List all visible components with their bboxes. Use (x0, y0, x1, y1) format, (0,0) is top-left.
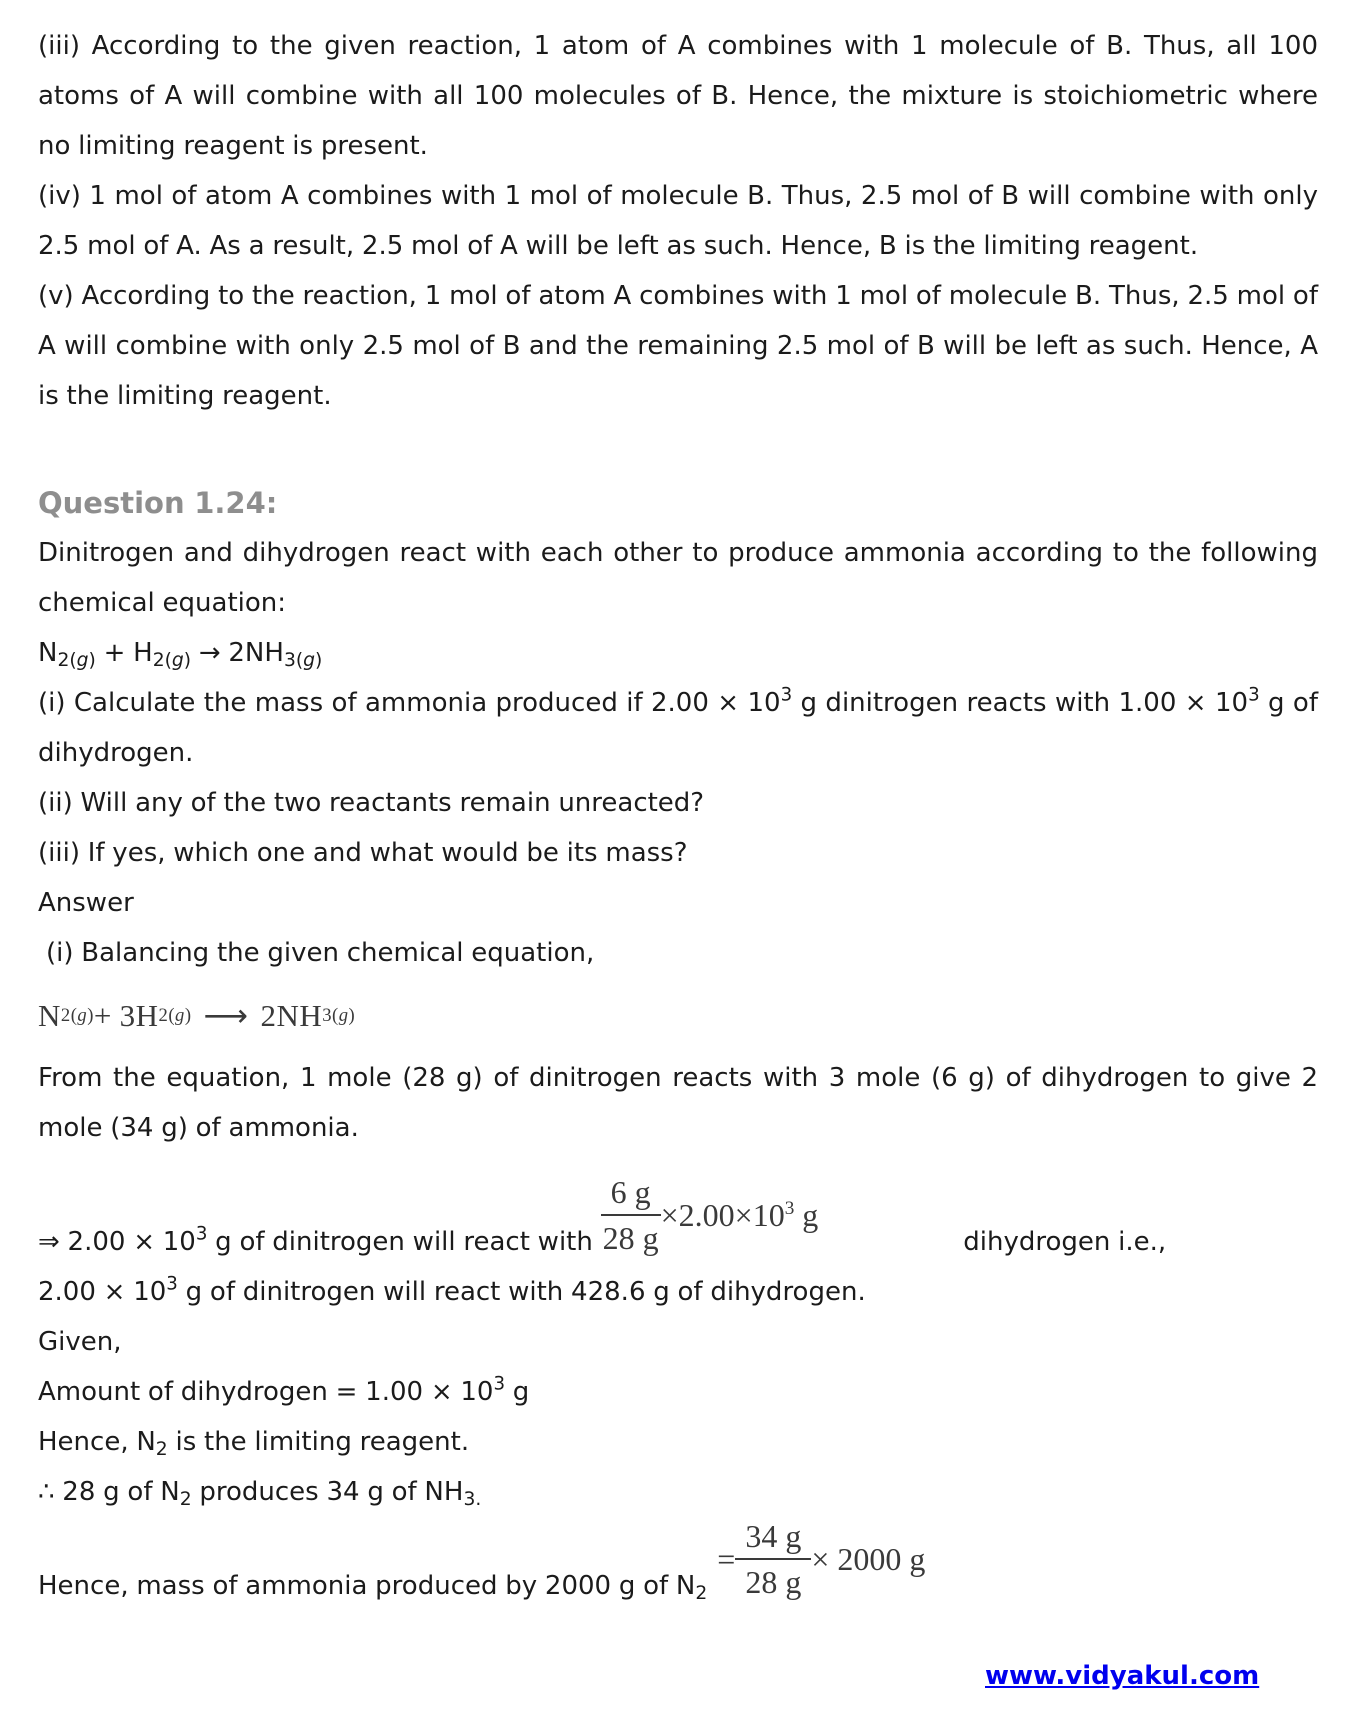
fraction-expression-ammonia (717, 1517, 925, 1602)
limiting-reagent-line: Hence, $N_2$ is the limiting reagent. (38, 1426, 470, 1461)
dinitrogen-reacts-line: $2.00 \times 10^3$ g of dinitrogen will react with 428.6 g of dihydrogen. (38, 1273, 866, 1307)
produces-line: ∴ 28 g of $N_2$ produces 34 g of $NH_{3.}$ (38, 1476, 482, 1511)
ratio-calc-suffix: dihydrogen i.e., (963, 1226, 1167, 1257)
given-label: Given, (38, 1326, 122, 1357)
answer-item-iv: (iv) 1 mol of atom A combines with 1 mol of molecule B. Thus, 2.5 mol of B will combine with only 2.5 mol of A. As a result, 2.5 mol of A will be left as such. Hence, B is the limiting reagent. (38, 181, 1318, 261)
question-part-i: (i) Calculate the mass of ammonia produced if $2.00 \times 10^3$ g dinitrogen reacts with $1.00 \times 10^3$ g of dihydrogen. (38, 684, 1318, 768)
question-part-iii: (iii) If yes, which one and what would be its mass? (38, 838, 688, 868)
question-intro: Dinitrogen and dihydrogen react with each other to produce ammonia according to the following chemical equation: (38, 538, 1318, 618)
fraction-expression-dihydrogen (601, 1173, 819, 1258)
answer-label: Answer (38, 888, 134, 918)
footer-link[interactable]: www.vidyakul.com (985, 1661, 1260, 1691)
equation-balanced: N 2( g ) + 3H 2( g ) ⟶ 2NH 3( g ) (38, 997, 356, 1034)
balancing-step-intro: (i) Balancing the given chemical equation, (46, 938, 595, 968)
question-heading: Question 1.24: (38, 486, 278, 520)
mole-ratio-text: From the equation, 1 mole (28 g) of dinitrogen reacts with 3 mole (6 g) of dihydrogen to give 2 mole (34 g) of ammonia. (38, 1063, 1318, 1143)
fraction2-after: × 2000 g (811, 1540, 926, 1577)
ratio-calculation-line (38, 1173, 1318, 1267)
answer-item-iii: (iii) According to the given reaction, 1 atom of A combines with 1 molecule of B. Thus, all 100 atoms of A will combine with all 100 molecules of B. Hence, the mixture is stoichiometric where no limiting reagent is present. (38, 31, 1318, 161)
fraction1 (601, 1173, 661, 1258)
fraction2 (735, 1517, 811, 1602)
fraction1-denominator: 28 g (602, 1220, 659, 1257)
question-part-ii: (ii) Will any of the two reactants remain unreacted? (38, 788, 705, 818)
fraction2-before: = (717, 1540, 736, 1577)
equation-unbalanced: $N_{2(g)} + H_{2(g)} \to 2NH_{3(g)}$ (38, 638, 323, 672)
ratio-calc-prefix: ⇒ $2.00 \times 10^3$ g of dinitrogen will react with (38, 1223, 601, 1257)
ammonia-mass-line (38, 1517, 1318, 1611)
answer-item-v: (v) According to the reaction, 1 mol of atom A combines with 1 mol of molecule B. Thus, 2.5 mol of A will combine with only 2.5 mol of B and the remaining 2.5 mol of B will be left as such. Hence, A is the limiting reagent. (38, 281, 1318, 411)
fraction1-numerator: 6 g (601, 1173, 661, 1216)
fraction2-numerator: 34 g (735, 1517, 811, 1560)
fraction1-after: $\times 2.00\times 10^3$ g (660, 1197, 819, 1234)
fraction2-denominator: 28 g (745, 1564, 802, 1601)
ammonia-mass-prefix: Hence, mass of ammonia produced by 2000 g of $N_2$ (38, 1570, 708, 1604)
amount-dihydrogen-line: Amount of dihydrogen = $1.00 \times 10^3$ g (38, 1373, 530, 1407)
